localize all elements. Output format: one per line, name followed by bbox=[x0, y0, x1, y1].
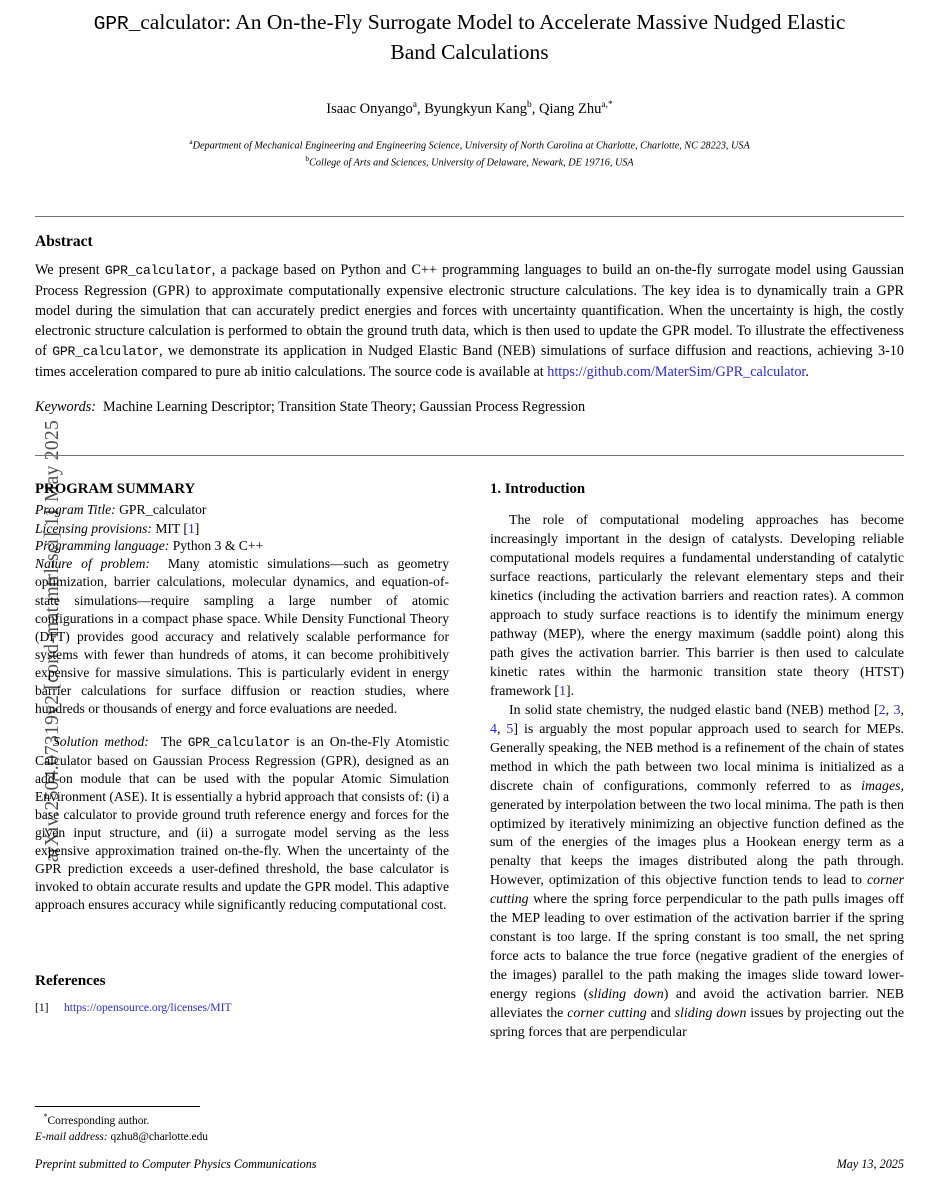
abstract-section bbox=[35, 233, 904, 416]
author-1: Isaac Onyango bbox=[326, 100, 413, 117]
affiliation-a bbox=[35, 137, 904, 154]
author-3-affil-mark: a,* bbox=[601, 99, 613, 110]
affiliation-a-text: Department of Mechanical Engineering and Engineering Science, University of North Carolina at Charlotte, Charlotte, NC 28223, USA bbox=[192, 139, 750, 151]
reference-number: [1] bbox=[35, 1001, 49, 1015]
paper-page bbox=[35, 0, 904, 1200]
footer-right: May 13, 2025 bbox=[836, 1157, 904, 1171]
intro-citation-4[interactable]: 4 bbox=[490, 721, 497, 737]
intro-p2-text-6: and bbox=[646, 1006, 675, 1022]
reference-link[interactable]: https://opensource.org/licenses/MIT bbox=[64, 1001, 232, 1015]
intro-p2-text-5: ) and avoid the activation barrier. NEB alleviates the bbox=[490, 987, 904, 1022]
arxiv-stamp: arXiv:2504.07319v2 [cond-mat.mtrl-sci] 11 May 2025 bbox=[42, 419, 63, 863]
introduction-paragraph-1: The role of computational modeling approaches has become increasingly important in the design of catalysts. Developing reliable computational models requires a fundamental understanding of catalytic surface reactions, particularly the relevant elementary steps and their kinetics (including the activation barriers and reaction rates). A common approach to study surface reactions is to identify the minimum energy pathway (MEP), where the energy maximum (saddle point) along this path gives the activation barrier. This barrier is then used to calculate kinetic rates within the harmonic transition state theory (HTST) framework [1]. bbox=[490, 513, 904, 699]
left-column bbox=[35, 481, 449, 1017]
body-columns bbox=[35, 481, 904, 1141]
author-sep-2: , bbox=[531, 100, 539, 117]
licensing-label: Licensing provisions: bbox=[35, 520, 152, 536]
abstract-heading: Abstract bbox=[35, 233, 93, 250]
intro-p2-text-3: , generated by interpolation between the two local minima. The path is then optimized by iteratively minimizing an objective function defined as the sum of the energies of the images plus a Hookean energy term as a penalty that keeps the images distributed along the path through. However, optimization of this objective function tends to lead to bbox=[490, 778, 904, 889]
abstract-code-2: GPR_calculator bbox=[52, 344, 159, 360]
abstract-repo-link[interactable]: https://github.com/MaterSim/GPR_calculator bbox=[547, 363, 806, 380]
nature-of-problem-label: Nature of problem: bbox=[35, 556, 151, 572]
intro-emphasis-sliding-down-2: sliding down bbox=[674, 1006, 747, 1022]
intro-citation-1[interactable]: 1 bbox=[559, 683, 567, 699]
author-3: Qiang Zhu bbox=[538, 100, 602, 117]
keywords-line bbox=[35, 399, 904, 416]
solution-code: GPR_calculator bbox=[187, 736, 291, 751]
introduction-paragraph-2: In solid state chemistry, the nudged elastic band (NEB) method [2, 3, 4, 5] is arguably the most popular approach used to search for MEPs. Generally speaking, the NEB method is a refinement of the chain of states method in which the path between two local minima is initialized as a discrete chain of configurations, commonly referred to as images, generated by interpolation between the two local minima. The path is then optimized by iteratively minimizing an objective function defined as the sum of the energies of the images plus a Hookean energy term as a penalty that keeps the images distributed along the path through. However, optimization of this objective function tends to lead to corner cutting where the spring force perpendicular to the path pulls images off the MEP leading to over estimation of the activation barrier if the spring constant is too large. If the spring constant is too small, the net spring force acts to balance the true force (negative gradient of the energies of the images) parallel to the path making the images slide toward lower-energy regions (sliding down) and avoid the activation barrier. NEB alleviates the corner cutting and sliding down issues by projecting out the spring forces that are perpendicular bbox=[490, 702, 904, 1041]
abstract-text-2: , a package based on Python and C++ programming languages to build an on-the-fly surrogate model using Gaussian Process Regression (GPR) to approximate computationally expensive electronic structure calculations. The key idea is to dynamically train a GPR model during the simulation that can accurately predict energies and forces with uncertainty quantification. When the uncertainty is high, the costly electronic structure calculation is performed to obtain the ground truth data, which is then used to update the GPR model. To illustrate the effectiveness of bbox=[35, 262, 904, 360]
keywords-label: Keywords: bbox=[35, 398, 96, 415]
reference-item bbox=[35, 1000, 449, 1016]
solution-method-label: Solution method: bbox=[53, 734, 149, 750]
footnote-block bbox=[35, 1106, 449, 1146]
affiliation-b-text: College of Arts and Sciences, University of Delaware, Newark, DE 19716, USA bbox=[309, 157, 634, 169]
intro-citation-2[interactable]: 2 bbox=[878, 702, 886, 718]
email-label: E-mail address: bbox=[35, 1130, 108, 1143]
email-line bbox=[35, 1130, 449, 1146]
keywords-value: Machine Learning Descriptor; Transition State Theory; Gaussian Process Regression bbox=[103, 398, 586, 415]
intro-p2-text-4: where the spring force perpendicular to the path pulls images off the MEP leading to over estimation of the activation barrier if the spring constant is too large. If the spring constant is too small, the net spring force acts to balance the true force (negative gradient of the energies of the images) parallel to the path making the images slide toward lower-energy regions ( bbox=[490, 892, 904, 1003]
nature-of-problem-paragraph bbox=[35, 555, 449, 718]
page-footer bbox=[35, 1157, 904, 1172]
page-title bbox=[35, 8, 904, 67]
author-list bbox=[35, 100, 904, 118]
author-sep-1: , bbox=[417, 100, 425, 117]
author-2: Byungkyun Kang bbox=[424, 100, 527, 117]
footnote-rule bbox=[35, 1106, 200, 1107]
title-code-prefix: GPR bbox=[93, 13, 129, 35]
footer-rule bbox=[35, 1149, 904, 1150]
licensing-line: Licensing provisions: MIT [1] bbox=[35, 520, 200, 536]
corresponding-author-line bbox=[35, 1111, 449, 1130]
affiliation-a-mark: a bbox=[189, 136, 193, 146]
language-value: Python 3 & C++ bbox=[172, 538, 264, 554]
abstract-code-1: GPR_calculator bbox=[104, 263, 212, 278]
intro-p2-text-7: issues by projecting out the spring forces that are perpendicular bbox=[490, 1006, 904, 1041]
abstract-bottom-rule bbox=[35, 455, 904, 456]
abstract-top-rule bbox=[35, 216, 904, 217]
affiliation-b bbox=[35, 154, 904, 171]
right-column bbox=[490, 481, 904, 1043]
abstract-text-4: . bbox=[805, 363, 809, 380]
title-line-1-rest: calculator: An On-the-Fly Surrogate Model to Accelerate Massive Nudged Elastic bbox=[140, 10, 846, 34]
program-summary-heading: PROGRAM SUMMARY bbox=[35, 481, 196, 497]
nature-of-problem-text: Many atomistic simulations—such as geometry optimization, barrier calculations, molecular dynamics, and equation-of-state simulations—require sampling a large number of atomic configurations in a compact phase space. While Density Functional Theory (DFT) provides good accuracy and relatively scalable performance for systems with fewer than hundreds of atoms, it can become prohibitively expensive for massive simulations. This is particularly evident in energy barrier calculations for surface diffusion or reaction studies, where hundreds or thousands of energy and force evaluations are needed. bbox=[35, 556, 450, 717]
intro-emphasis-corner-cutting-2: corner cutting bbox=[567, 1006, 647, 1022]
solution-method-paragraph bbox=[35, 733, 449, 914]
author-2-affil-mark: b bbox=[526, 99, 532, 110]
solution-text-2: is an On-the-Fly Atomistic Calculator based on Gaussian Process Regression (GPR), designed as an add-on module that can be used with the popular Atomic Simulation Environment (ASE). It is essentially a hybrid approach that consists of: (i) a base calculator to provide ground truth reference energy and forces for the given input structure, and (ii) a surrogate model serving as the less expensive approximation trained on-the-fly. When the uncertainty of the GPR prediction exceeds a user-defined threshold, the base calculator is invoked to obtain accurate results and update the GPR model. This adaptive approach ensures accuracy while significantly reducing computational cost. bbox=[35, 734, 449, 913]
intro-emphasis-images: images bbox=[861, 778, 901, 794]
footnote-star: * bbox=[43, 1112, 48, 1121]
licensing-value: MIT bbox=[155, 520, 181, 536]
intro-p1-end: . bbox=[570, 683, 575, 699]
program-title-line bbox=[35, 501, 449, 520]
intro-emphasis-corner-cutting-1: corner cutting bbox=[490, 873, 904, 908]
citation-ref-1[interactable]: 1 bbox=[187, 520, 195, 536]
references-heading: References bbox=[35, 972, 106, 990]
email-value: qzhu8@charlotte.edu bbox=[110, 1130, 208, 1143]
affiliation-block bbox=[35, 137, 904, 171]
title-underscore: _ bbox=[128, 13, 141, 35]
abstract-text-3: , we demonstrate its application in Nudged Elastic Band (NEB) simulations of surface diffusion and reactions, achieving 3-10 times acceleration compared to pure ab initio calculations. The source code is available at bbox=[35, 343, 904, 380]
language-label: Programming language: bbox=[35, 538, 170, 554]
intro-citation-5[interactable]: 5 bbox=[506, 721, 514, 737]
footer-left: Preprint submitted to Computer Physics Communications bbox=[35, 1157, 317, 1171]
intro-citation-3[interactable]: 3 bbox=[893, 702, 901, 718]
intro-p2-text-1: In solid state chemistry, the nudged elastic band (NEB) method [ bbox=[509, 702, 879, 718]
title-line-1 bbox=[94, 10, 846, 34]
affiliation-b-mark: b bbox=[305, 153, 310, 163]
abstract-body bbox=[35, 260, 904, 382]
solution-text-1: The bbox=[160, 734, 188, 750]
program-title-value: GPR_calculator bbox=[119, 502, 207, 518]
program-title-label: Program Title: bbox=[35, 502, 116, 517]
introduction-heading: 1. Introduction bbox=[490, 481, 586, 497]
corresponding-author-text: Corresponding author. bbox=[47, 1114, 150, 1127]
intro-p1-text: The role of computational modeling approaches has become increasingly important in the design of catalysts. Developing reliable computational models requires a fundamental understanding of catalytic surface reactions, particularly the relevant elementary steps and their kinetics (including the activation barriers and reaction rates). A common approach to study surface reactions is to identify the minimum energy pathway (MEP), where the energy maximum (saddle point) along this path gives the activation barrier. This barrier is then used to calculate kinetic rates within the harmonic transition state theory (HTST) framework bbox=[490, 513, 904, 699]
language-line bbox=[35, 537, 449, 555]
title-line-2: Band Calculations bbox=[390, 39, 549, 64]
abstract-text-1: We present bbox=[35, 262, 105, 278]
author-1-affil-mark: a bbox=[412, 99, 418, 110]
paragraph-gap bbox=[35, 718, 449, 733]
references-gap bbox=[35, 914, 449, 972]
intro-emphasis-sliding-down-1: sliding down bbox=[588, 987, 664, 1003]
intro-p2-text-2: ] is arguably the most popular approach used to search for MEPs. Generally speaking, the NEB method is a refinement of the chain of states method in which the path between two local minima is initialized as a discrete chain of configurations, commonly referred to as bbox=[490, 721, 904, 794]
